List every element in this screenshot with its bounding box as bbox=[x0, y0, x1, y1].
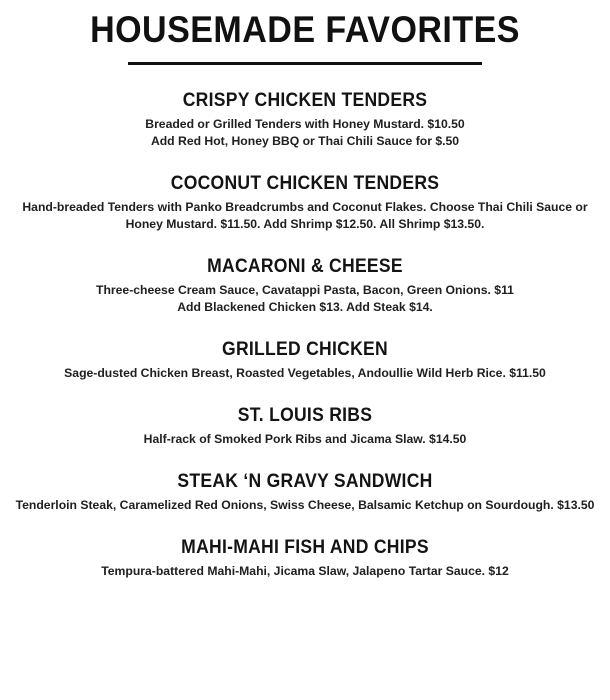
menu-section bbox=[0, 470, 610, 514]
menu-section bbox=[0, 338, 610, 382]
menu-item-description-line: Add Blackened Chicken $13. Add Steak $14. bbox=[177, 300, 433, 314]
menu-masthead bbox=[0, 8, 610, 65]
page-title: HOUSEMADE FAVORITES bbox=[90, 9, 520, 50]
menu-item-description-line: Tempura-battered Mahi-Mahi, Jicama Slaw, Jalapeno Tartar Sauce. $12 bbox=[101, 564, 509, 578]
menu-item-description-line: Hand-breaded Tenders with Panko Breadcrumbs and Coconut Flakes. Choose Thai Chili Sauce or bbox=[22, 200, 588, 214]
menu-section bbox=[0, 89, 610, 150]
menu-section bbox=[0, 536, 610, 580]
menu-item-name: STEAK ‘N GRAVY SANDWICH bbox=[177, 470, 433, 492]
menu-sections-list bbox=[0, 89, 610, 580]
title-divider bbox=[128, 62, 482, 65]
menu-section bbox=[0, 255, 610, 316]
menu-section bbox=[0, 404, 610, 448]
menu-item-name: ST. LOUIS RIBS bbox=[237, 404, 373, 426]
menu-item-name: GRILLED CHICKEN bbox=[222, 338, 388, 360]
menu-item-name: COCONUT CHICKEN TENDERS bbox=[170, 172, 440, 194]
menu-item-description-line: Half-rack of Smoked Pork Ribs and Jicama Slaw. $14.50 bbox=[143, 432, 467, 446]
menu-item-description-line: Breaded or Grilled Tenders with Honey Mustard. $10.50 bbox=[145, 117, 465, 131]
menu-item-description-line: Sage-dusted Chicken Breast, Roasted Vegetables, Andoullie Wild Herb Rice. $11.50 bbox=[64, 366, 546, 380]
menu-item-name: MAHI-MAHI FISH AND CHIPS bbox=[181, 536, 429, 558]
menu-item-description-line: Tenderloin Steak, Caramelized Red Onions, Swiss Cheese, Balsamic Ketchup on Sourdough. $13.50 bbox=[15, 498, 595, 512]
menu-item-description-line: Honey Mustard. $11.50. Add Shrimp $12.50. All Shrimp $13.50. bbox=[125, 217, 485, 231]
menu-item-description-line: Add Red Hot, Honey BBQ or Thai Chili Sauce for $.50 bbox=[150, 134, 460, 148]
menu-item-description-line: Three-cheese Cream Sauce, Cavatappi Pasta, Bacon, Green Onions. $11 bbox=[96, 283, 514, 297]
menu-item-name: MACARONI & CHEESE bbox=[207, 255, 403, 277]
menu-section bbox=[0, 172, 610, 233]
menu-item-name: CRISPY CHICKEN TENDERS bbox=[182, 89, 428, 111]
